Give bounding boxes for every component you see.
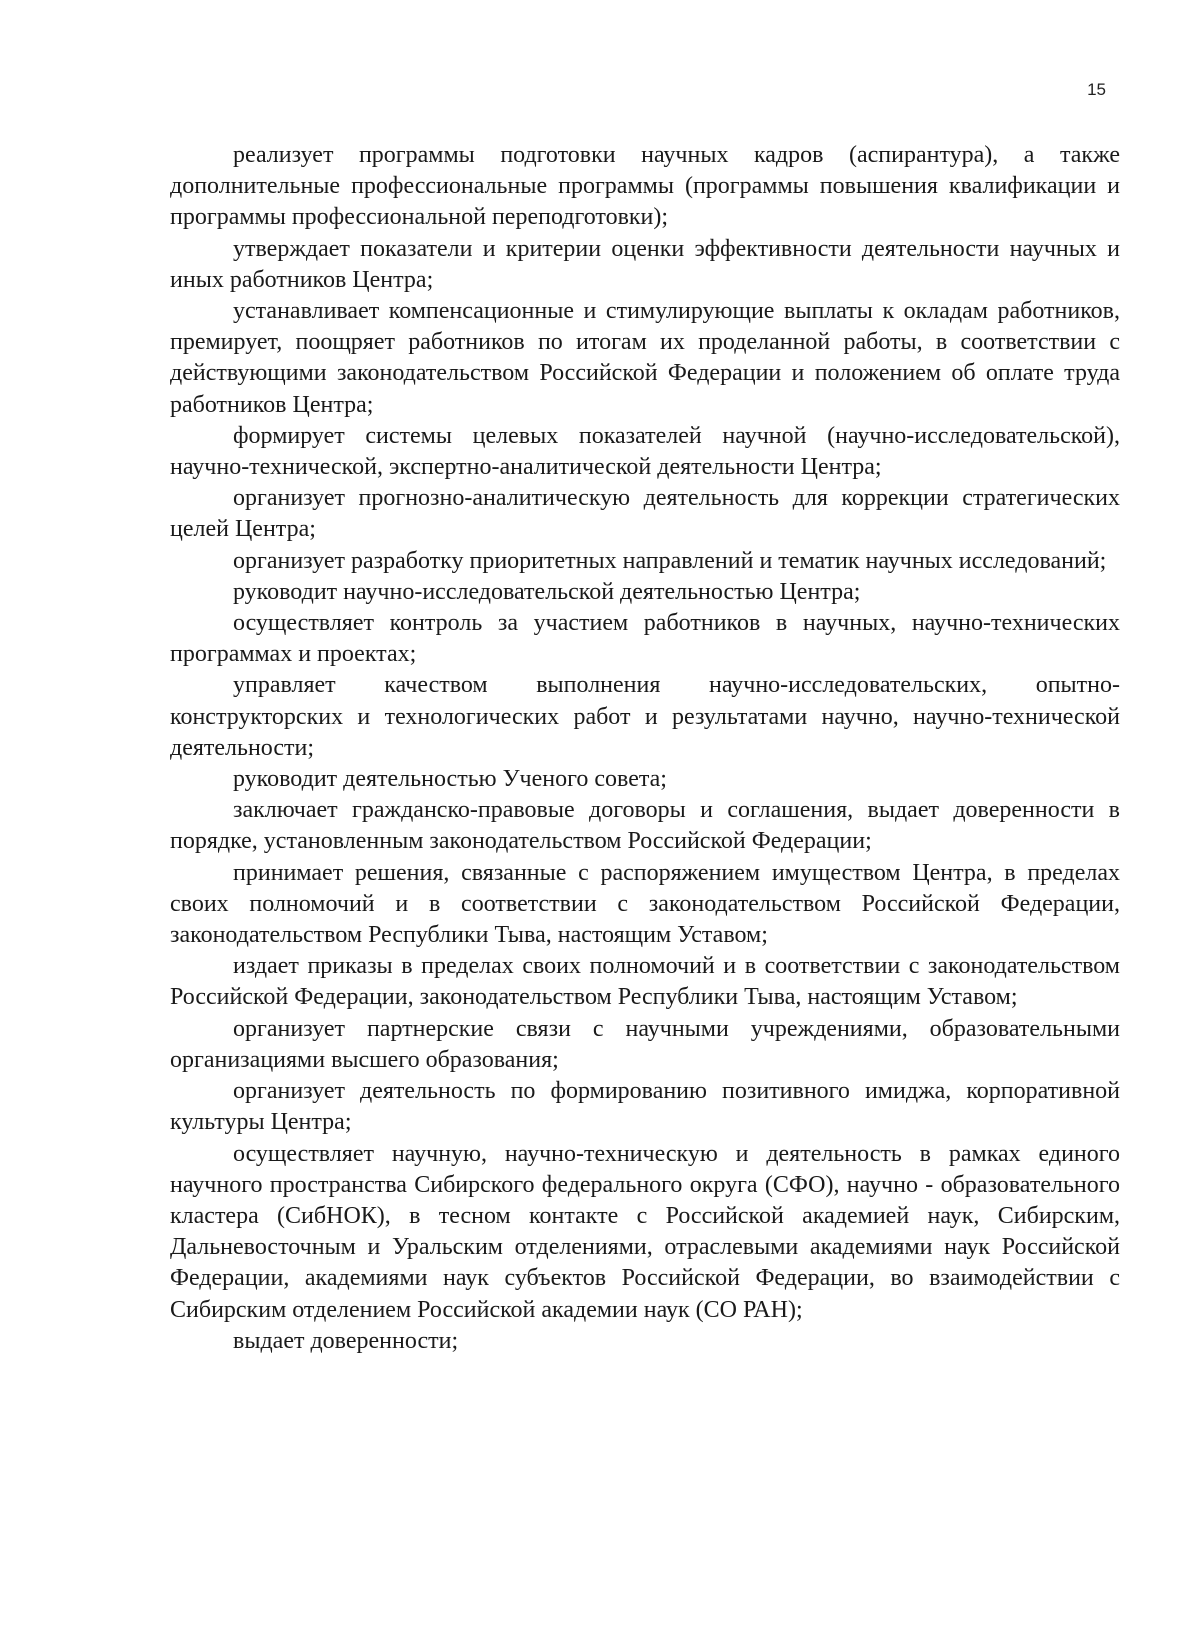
paragraph: принимает решения, связанные с распоряжением имуществом Центра, в пределах своих полномочий и в соответствии с законодательством Российской Федерации, законодательством Республики Тыва, настоящим Уставом; <box>170 859 1120 949</box>
paragraph: заключает гражданско-правовые договоры и соглашения, выдает доверенности в порядке, установленным законодательством Российской Федерации; <box>170 797 1120 855</box>
paragraph: руководит деятельностью Ученого совета; <box>233 766 667 793</box>
paragraph: издает приказы в пределах своих полномочий и в соответствии с законодательством Российской Федерации, законодательством Республики Тыва, настоящим Уставом; <box>170 953 1120 1011</box>
paragraph: управляет качеством выполнения научно-исследовательских, опытно-конструкторских и технологических работ и результатами научно, научно-технической деятельности; <box>170 672 1120 761</box>
paragraph: осуществляет контроль за участием работников в научных, научно-технических программах и проектах; <box>170 610 1120 668</box>
paragraph: реализует программы подготовки научных кадров (аспирантура), а также дополнительные профессиональные программы (программы повышения квалификации и программы профессиональной переподготовки); <box>170 142 1120 231</box>
paragraph: организует разработку приоритетных направлений и тематик научных исследований; <box>233 547 1107 574</box>
paragraph: выдает доверенности; <box>233 1327 459 1354</box>
paragraph: формирует системы целевых показателей научной (научно-исследовательской), научно-технической, экспертно-аналитической деятельности Центра; <box>170 422 1120 481</box>
paragraph: организует деятельность по формированию позитивного имиджа, корпоративной культуры Центра; <box>170 1078 1120 1136</box>
paragraph: осуществляет научную, научно-техническую и деятельность в рамках единого научного пространства Сибирского федерального округа (СФО), научно - образовательного кластера (СибНОК), в тесном контакте с Российской академией наук, Сибирским, Дальневосточным и Уральским отделениями, отраслевыми академиями наук Российской Федерации, академиями наук субъектов Российской Федерации, во взаимодействии с Сибирским отделением Российской академии наук (СО РАН); <box>170 1140 1120 1323</box>
paragraph: утверждает показатели и критерии оценки эффективности деятельности научных и иных работников Центра; <box>170 235 1120 293</box>
paragraph: устанавливает компенсационные и стимулирующие выплаты к окладам работников, премирует, поощряет работников по итогам их проделанной работы, в соответствии с действующими законодательством Российской Федерации и положением об оплате труда работников Центра; <box>170 298 1120 418</box>
paragraph: организует прогнозно-аналитическую деятельность для коррекции стратегических целей Центра; <box>170 485 1120 543</box>
paragraph: руководит научно-исследовательской деятельностью Центра; <box>233 578 861 605</box>
page-number: 15 <box>1087 80 1106 99</box>
paragraph: организует партнерские связи с научными учреждениями, образовательными организациями высшего образования; <box>170 1015 1120 1073</box>
document-body <box>170 140 1120 1357</box>
